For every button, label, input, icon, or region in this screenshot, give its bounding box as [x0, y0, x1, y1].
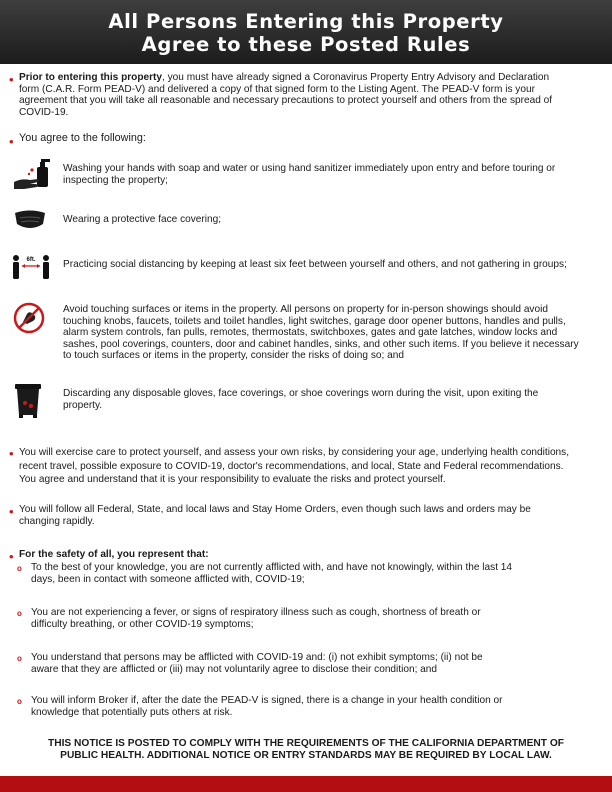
rule-line: Discarding any disposable gloves, face coverings, or shoe coverings worn during the visit, upon exiting the	[63, 388, 539, 399]
social-distance-icon	[10, 252, 52, 280]
rule-line: Practicing social distancing by keeping at least six feet between yourself and others, and not gathering in groups;	[63, 259, 567, 270]
rule-line: property.	[63, 399, 103, 411]
care-line2: recent travel, possible exposure to COVID-19, doctor's recommendations, and local, State and Federal recommendations.	[19, 460, 564, 472]
rule-line: Wearing a protective face covering;	[63, 214, 222, 225]
rule-face-covering-text	[63, 214, 603, 226]
represent-line: days, been in contact with someone afflicted with, COVID-19;	[31, 573, 305, 585]
represent-line: knowledge that potentially puts others at risk.	[31, 706, 233, 718]
intro-line3: agreement that you will take all reasonable and necessary precautions to protect yourself and others from the spread of	[19, 95, 553, 107]
represent-bullet: •	[9, 549, 14, 564]
care-line3: You agree and understand that it is your responsibility to evaluate the risks and protect yourself.	[19, 474, 446, 485]
care-line1: You will exercise care to protect yourself, and assess your own risks, by considering your age, underlying health conditions,	[19, 447, 570, 458]
laws-line2: changing rapidly.	[19, 515, 95, 527]
represent-item	[31, 652, 601, 675]
header-title-line1: All Persons Entering this Property	[108, 10, 504, 33]
hand-sanitizer-icon	[12, 158, 52, 192]
no-touch-icon	[13, 302, 45, 334]
intro-line4: COVID-19.	[19, 106, 69, 118]
bottom-red-bar	[0, 776, 612, 792]
footer-line2: PUBLIC HEALTH. ADDITIONAL NOTICE OR ENTRY STANDARDS MAY BE REQUIRED BY LOCAL LAW.	[60, 750, 552, 761]
intro-line1: , you must have already signed a Coronavirus Property Entry Advisory and Declaration	[162, 72, 550, 83]
rule-line: inspecting the property;	[63, 174, 168, 186]
rule-handwashing-text	[63, 163, 603, 186]
represent-line: aware that they are afflicted or (iii) may not voluntarily agree to disclose their condition; and	[31, 663, 438, 675]
represent-item	[31, 695, 601, 718]
care-paragraph	[19, 446, 609, 487]
laws-bullet: •	[9, 504, 14, 519]
rule-line: to touch surfaces or items in the property, consider the risks of doing so; and	[63, 350, 404, 362]
represent-line: difficulty breathing, or other COVID-19 symptoms;	[31, 618, 254, 630]
laws-paragraph	[19, 504, 604, 527]
trash-bin-icon	[13, 382, 43, 418]
represent-line: You understand that persons may be afflicted with COVID-19 and: (i) not exhibit symptoms; (ii) not be	[31, 652, 483, 663]
face-mask-icon	[12, 208, 48, 232]
rule-avoid-touching-text	[63, 304, 608, 362]
sub-bullet: o	[17, 564, 22, 573]
header-title-line2: Agree to these Posted Rules	[141, 33, 471, 56]
six-feet-label: 6ft.	[26, 257, 36, 263]
represent-line: You will inform Broker if, after the date the PEAD-V is signed, there is a change in your health condition or	[31, 695, 503, 706]
intro-bullet: •	[9, 72, 14, 87]
page-header	[0, 0, 612, 64]
rule-line: touching knobs, faucets, toilets and toilet handles, light switches, garage door opener buttons, handles and pulls,	[63, 315, 566, 327]
sub-bullet: o	[17, 697, 22, 706]
agree-heading: You agree to the following:	[19, 132, 146, 144]
represent-line: You are not experiencing a fever, or signs of respiratory illness such as cough, shortness of breath or	[31, 607, 481, 618]
care-bullet: •	[9, 446, 14, 461]
sub-bullet: o	[17, 654, 22, 663]
rule-line: Avoid touching surfaces or items in the property. All persons on property for in-person showings should avoid	[63, 304, 548, 315]
represent-line: To the best of your knowledge, you are not currently afflicted with, and have not knowingly, within the last 14	[31, 562, 513, 573]
intro-line2: form (C.A.R. Form PEAD-V) and delivered a copy of that signed form to the Listing Agent. The PEAD-V form is your	[19, 83, 535, 95]
represent-heading: For the safety of all, you represent that:	[19, 549, 209, 560]
agree-bullet: •	[9, 134, 14, 149]
represent-item	[31, 562, 601, 585]
intro-bold-lead: Prior to entering this property	[19, 72, 163, 83]
laws-line1: You will follow all Federal, State, and local laws and Stay Home Orders, even though such laws and orders may be	[19, 504, 531, 515]
footer-notice	[20, 738, 592, 762]
rule-line: Washing your hands with soap and water or using hand sanitizer immediately upon entry and before touring or	[63, 163, 556, 174]
rule-distancing-text	[63, 259, 608, 271]
rule-line: sashes, pool coverings, counters, door and cabinet handles, sinks, and other such items. If you believe it necessary	[63, 338, 579, 350]
footer-line1: THIS NOTICE IS POSTED TO COMPLY WITH THE REQUIREMENTS OF THE CALIFORNIA DEPARTMENT OF	[48, 738, 564, 749]
represent-item	[31, 607, 601, 630]
intro-paragraph	[19, 72, 604, 118]
sub-bullet: o	[17, 609, 22, 618]
rule-discarding-text	[63, 388, 603, 411]
rule-line: alarm system controls, fan pulls, remotes, thermostats, switchboxes, gates and gate latches, window locks and	[63, 327, 558, 339]
